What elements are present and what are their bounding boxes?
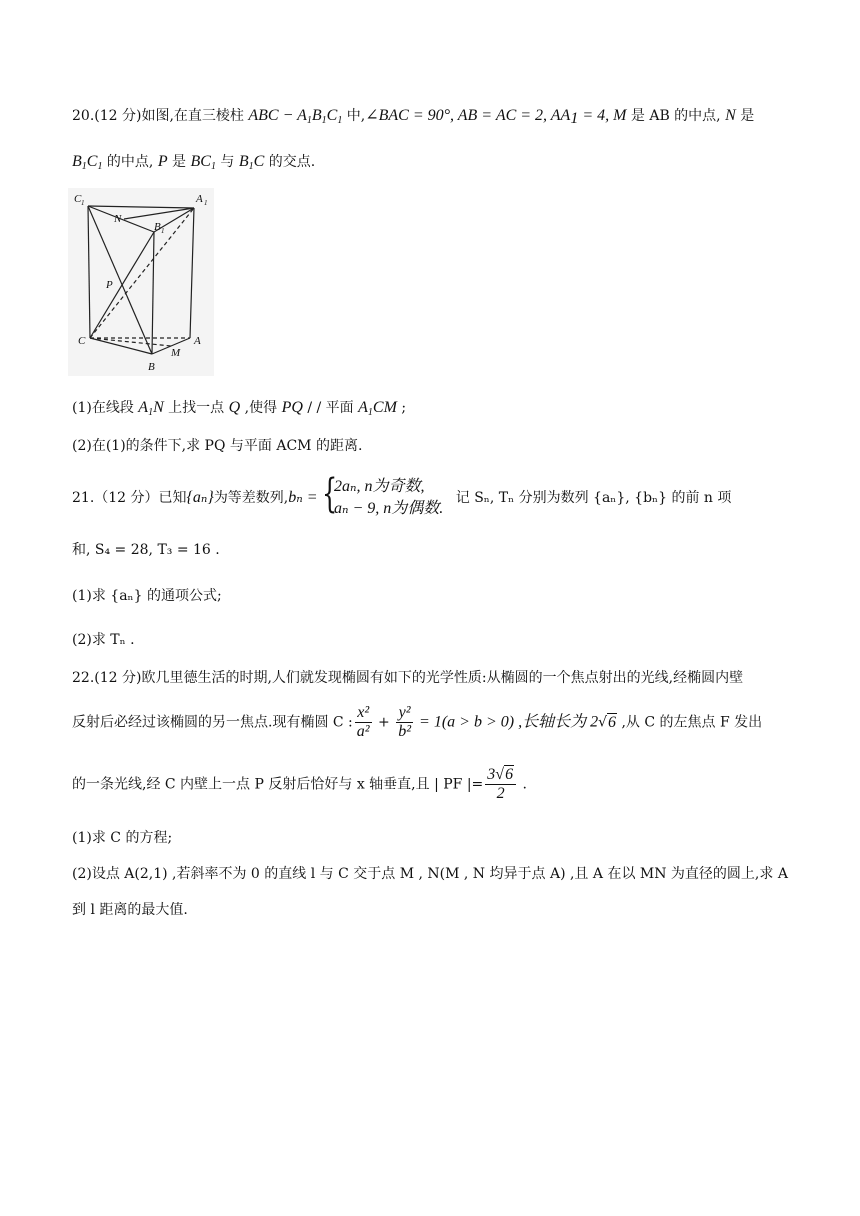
q22-text-3: 的一条光线,经 C 内壁上一点 P 反射后恰好与 x 轴垂直,且 | PF |= <box>72 776 484 793</box>
point-p: P <box>157 153 168 170</box>
ellipse-condition: = 1(a > b > 0) ,长轴长为 2 <box>415 713 599 731</box>
q22-line1: 22.(12 分)欧几里德生活的时期,人们就发现椭圆有如下的光学性质:从椭圆的一个焦点射出的光线,经椭圆内壁 <box>72 670 744 686</box>
segment-bc1: $BC_1$ <box>190 153 216 172</box>
q20-sub1-text: (1)在线段 <box>72 400 139 416</box>
prism-name: ABC − $A_1B_1C_1$ <box>248 107 343 126</box>
point-m: M <box>613 107 627 124</box>
q22-line3 <box>72 766 527 810</box>
fraction-x2-a2: $\frac{\text{x²}}{\text{a²}}$ <box>356 704 370 740</box>
length-condition-2: = 4, <box>578 107 614 124</box>
q20-intro: 20.(12 分)如图,在直三棱柱 <box>72 108 249 124</box>
q21-sub1: (1)求 {aₙ} 的通项公式; <box>72 588 222 604</box>
fraction-pf: $\frac{3√6}{2}$ <box>485 766 516 803</box>
q20-text-6: 与 <box>215 154 239 170</box>
bn-def: bₙ = <box>288 489 318 506</box>
q20-sub1-text-4: / / 平面 <box>302 400 359 416</box>
plus-sign: + <box>373 714 395 731</box>
svg-text:1: 1 <box>204 199 208 207</box>
fraction-y2-b2: $\frac{\text{y²}}{\text{b²}}$ <box>398 704 412 740</box>
q20-sub1-text-2: 上找一点 <box>163 400 229 416</box>
segment-b1c1: $B_1C_1$ <box>72 153 103 172</box>
q20-line1: 20.(12 分)如图,在直三棱柱 ABC − $A_1B_1C_1$ 中,∠BAC = 90°, AB = AC = 2, $AA_1 = 4$, M 是 AB 的中点, N 是 <box>72 107 755 127</box>
svg-text:1: 1 <box>81 199 85 207</box>
prism-figure <box>68 188 214 376</box>
q20-sub1-end: ; <box>396 400 407 416</box>
length-condition: , AB = AC = 2, AA <box>450 107 571 124</box>
q20-text-2: 是 AB 的中点, <box>626 108 726 124</box>
q21-sub2: (2)求 Tₙ . <box>72 632 135 648</box>
point-n: N <box>725 107 736 124</box>
q21-line2: 和, S₄ = 28, T₃ = 16 . <box>72 542 220 558</box>
q22-text-2: ,从 C 的左焦点 F 发出 <box>617 714 763 731</box>
q22-line2: 反射后必经过该椭圆的另一焦点.现有椭圆 C : $\frac{\text{x²}}{\text{a²}}$ + $\frac{\text{y²}}{\text{b²}}$ = 1(a > b > 0) ,长轴长为 2√6 ,从 C 的左焦点 F 发出 <box>72 704 763 740</box>
case-odd: 2aₙ, n为奇数, <box>334 478 425 495</box>
segment-a1n: $A_1N$ <box>138 399 164 418</box>
segment-pq: PQ <box>281 399 303 416</box>
q21-line1 <box>72 471 732 522</box>
q20-text-5: 是 <box>167 154 191 170</box>
q20-text-4: 的中点, <box>102 154 158 170</box>
point-q: Q <box>228 399 241 416</box>
label-a: A <box>194 335 201 347</box>
q20-sub2: (2)在(1)的条件下,求 PQ 与平面 ACM 的距离. <box>72 438 363 454</box>
q20-text-3: 是 <box>735 108 755 124</box>
label-b1: B <box>154 221 161 233</box>
q20-sub1 <box>72 398 406 418</box>
q21-text: 为等差数列, <box>213 490 289 506</box>
case-even: aₙ − 9, n为偶数. <box>334 500 444 517</box>
seq-a: {aₙ} <box>186 489 214 506</box>
q22-sub2-line2: 到 l 距离的最大值. <box>72 902 188 918</box>
q20-text: 中, <box>342 108 366 124</box>
label-a1: A <box>196 193 203 205</box>
segment-b1c: $B_1C$ <box>238 153 265 172</box>
q20-sub1-text-3: ,使得 <box>240 400 282 416</box>
label-n: N <box>114 213 122 225</box>
label-c1: C <box>74 193 82 205</box>
svg-text:1: 1 <box>161 227 165 235</box>
q21-text-2: 记 Sₙ, Tₙ 分别为数列 {aₙ}, {bₙ} 的前 n 项 <box>455 490 732 506</box>
q22-text: 反射后必经过该椭圆的另一焦点.现有椭圆 C : <box>72 714 353 731</box>
q22-sub1: (1)求 C 的方程; <box>72 830 173 846</box>
label-c: C <box>78 335 86 347</box>
q20-text-7: 的交点. <box>264 154 316 170</box>
plane-a1cm: $A_1CM$ <box>358 399 397 418</box>
q21-intro: 21.（12 分）已知 <box>72 490 187 506</box>
q22-text-4: . <box>518 776 527 793</box>
label-p: P <box>106 279 113 291</box>
sqrt-6: 6 <box>608 713 616 731</box>
piecewise-def: { 2aₙ, n为奇数, aₙ − 9, n为偶数. <box>322 476 443 520</box>
q22-sub2: (2)设点 A(2,1) ,若斜率不为 0 的直线 l 与 C 交于点 M , N(M , N 均异于点 A) ,且 A 在以 MN 为直径的圆上,求 A <box>72 866 788 882</box>
label-m: M <box>171 347 181 359</box>
q20-line2 <box>72 152 315 172</box>
prism-diagram <box>68 188 214 376</box>
angle-condition: ∠BAC = 90° <box>365 107 451 124</box>
label-b: B <box>148 361 155 373</box>
